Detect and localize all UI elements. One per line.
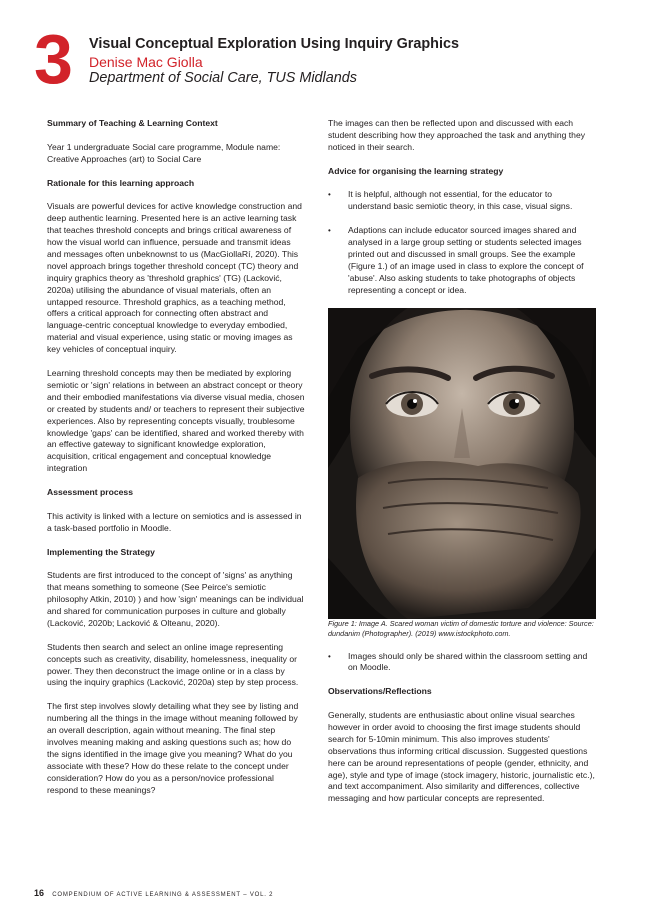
page-number: 16 xyxy=(34,888,45,898)
implementing-paragraph-1: Students are first introduced to the concept of 'signs' as anything that means something to someone (See Peirce's semiotic philosophy Atkin, 2010) ) and how 'sign' meanings can be individual and shared for communication purposes in culture and globally (Lacković, 2020b; Lacković & Olteanu, 2020). xyxy=(47,570,304,628)
department: Department of Social Care, TUS Midlands xyxy=(89,70,357,86)
left-column xyxy=(47,118,305,808)
author-name: Denise Mac Giolla xyxy=(89,54,203,70)
observations-heading: Observations/Reflections xyxy=(328,686,432,697)
advice-heading: Advice for organising the learning strategy xyxy=(328,165,504,176)
list-item: • It is helpful, although not essential, for the educator to understand basic semiotic theory, in this case, visual signs. xyxy=(328,189,596,213)
summary-text: Year 1 undergraduate Social care programme, Module name: Creative Approaches (art) to Social Care xyxy=(47,141,281,164)
rationale-heading: Rationale for this learning approach xyxy=(47,177,195,188)
rationale-paragraph-2: Learning threshold concepts may then be mediated by exploring semiotic or 'sign' relations in between an abstract concept or theory and their embodied manifestations via diverse visual media, chosen or created by students and/ or teachers to represent their subjective experiences. Also by representing concepts visually, troublesome knowledge 'gaps' can be identified, shared and worked thereby with an effective gateway to significant knowledge exploration, acquisition, critical engagement and conceptual knowledge integration xyxy=(47,367,305,474)
right-column xyxy=(328,118,596,817)
list-item: • Images should only be shared within the classroom setting and on Moodle. xyxy=(328,651,596,675)
assessment-text: This activity is linked with a lecture on semiotics and is assessed in a task-based portfolio in Moodle. xyxy=(47,510,302,533)
implementing-paragraph-2: Students then search and select an online image representing concepts such as creativity, disability, homelessness, inequality or power. They then deconstruct the image online or in a class by using the inquiry graphics (Lacković, 2020a) step by step process. xyxy=(47,641,299,688)
advice-list xyxy=(328,189,596,296)
summary-heading: Summary of Teaching & Learning Context xyxy=(47,118,218,128)
observations-text: Generally, students are enthusiastic about online visual searches however in order avoid to choosing the first image students should search for 5-10min minimum. This also improves students' observations thus informing critical discussion. Suggested questions here can be around representations of people (gender, ethnicity, and age), style and type of image (stock imagery, historic, journalistic etc.), and text accompaniment. Also similarity and differences, collective messaging and how particular concepts are represented. xyxy=(328,710,595,804)
rationale-paragraph-1: Visuals are powerful devices for active knowledge construction and deep authentic learning. Presented here is an active learning task that teaches threshold concepts and brings critical awareness of how the visual world can influence, persuade and transmit ideas and messages often unbeknownst to us (MacGiollaRí, 2020). This novel approach brings together threshold concept (TC) theory and inquiry graphics theory as 'threshold graphics' (TG) (Lacković, 2020a) utilising the abundance of visual materials, often an untapped resource. Threshold graphics, as a teaching method, offers a critical approach for connecting often abstract and language-centric conceptual knowledge to everyday embodied, material and visual experience, using static or moving images as key vehicles of conceptual inquiry. xyxy=(47,201,302,355)
sharing-list xyxy=(328,651,596,675)
figure-photo xyxy=(328,308,596,619)
publication-name: COMPENDIUM OF ACTIVE LEARNING & ASSESSMENT – VOL. 2 xyxy=(52,892,274,898)
figure-caption: Figure 1: Image A. Scared woman victim of domestic torture and violence: Source: dundanim (Photographer). (2019) www.istockphoto.com. xyxy=(328,619,594,639)
chapter-number: 3 xyxy=(34,20,73,98)
photo-illustration xyxy=(328,308,596,619)
page-footer xyxy=(34,888,273,898)
implementing-heading: Implementing the Strategy xyxy=(47,546,155,557)
assessment-heading: Assessment process xyxy=(47,487,133,498)
chapter-title: Visual Conceptual Exploration Using Inquiry Graphics xyxy=(89,36,459,52)
reflect-text: The images can then be reflected upon and discussed with each student describing how they approached the task and anything they noticed in their search. xyxy=(328,118,586,152)
list-item: • Adaptions can include educator sourced images shared and analysed in a large group setting or students selected images printed out and discussed in small groups. See the example (Figure 1.) of an image used in class to explore the concept of 'abuse'. Also asking students to take photographs of objects representing a concept or idea. xyxy=(328,225,596,296)
implementing-paragraph-3: The first step involves slowly detailing what they see by listing and numbering all the things in the image without meaning followed by an overall description, again without meaning. The final step involves meaning making and asking questions such as; how do the signs identified in the image give you meaning? What do you associate with these? How do these relate to the concept under consideration? How do you as a person/novice professional respond to these meanings? xyxy=(47,701,299,795)
